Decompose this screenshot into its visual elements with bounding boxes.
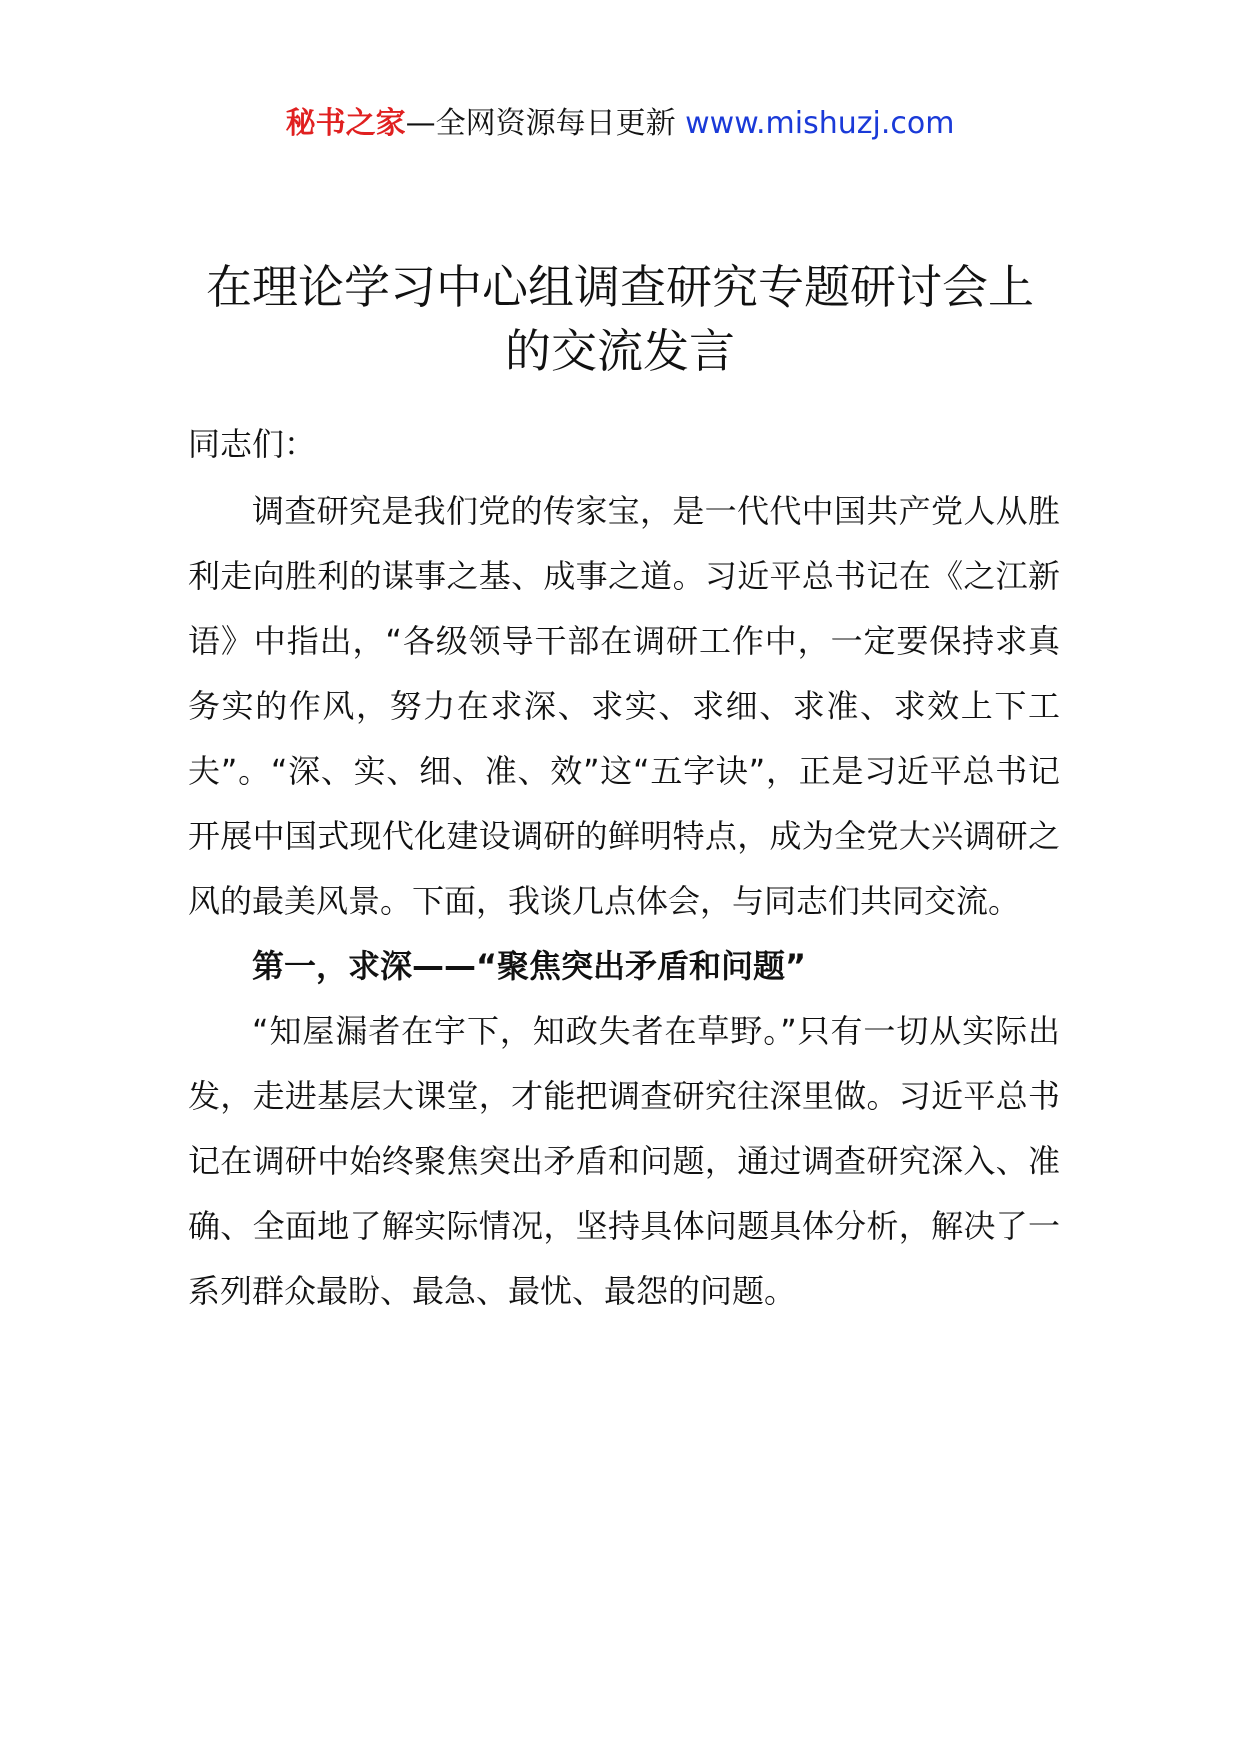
header-tagline: —全网资源每日更新 (405, 106, 676, 141)
paragraph-section-1: “知屋漏者在宇下，知政失者在草野。”只有一切从实际出发，走进基层大课堂，才能把调查研究往深里做。习近平总书记在调研中始终聚焦突出矛盾和问题，通过调查研究深入、准确、全面地了解实际情况，坚持具体问题具体分析，解决了一系列群众最盼、最急、最忧、最怨的问题。 (188, 1012, 1060, 1310)
title-line-1: 在理论学习中心组调查研究专题研讨会上 (206, 260, 1034, 314)
document-body (188, 412, 1060, 1324)
brand-name: 秘书之家 (285, 106, 406, 141)
greeting: 同志们： (188, 425, 317, 463)
site-header (0, 102, 1240, 146)
section-heading-1: 第一，求深——“聚焦突出矛盾和问题” (252, 947, 807, 985)
title-line-2: 的交流发言 (505, 324, 735, 378)
site-url-link[interactable]: www.mishuzj.com (685, 106, 955, 141)
document-title (150, 255, 1090, 383)
paragraph-intro: 调查研究是我们党的传家宝，是一代代中国共产党人从胜利走向胜利的谋事之基、成事之道。习近平总书记在《之江新语》中指出，“各级领导干部在调研工作中，一定要保持求真务实的作风，努力在求深、求实、求细、求准、求效上下工夫”。“深、实、细、准、效”这“五字诀”，正是习近平总书记开展中国式现代化建设调研的鲜明特点，成为全党大兴调研之风的最美风景。下面，我谈几点体会，与同志们共同交流。 (188, 492, 1060, 920)
